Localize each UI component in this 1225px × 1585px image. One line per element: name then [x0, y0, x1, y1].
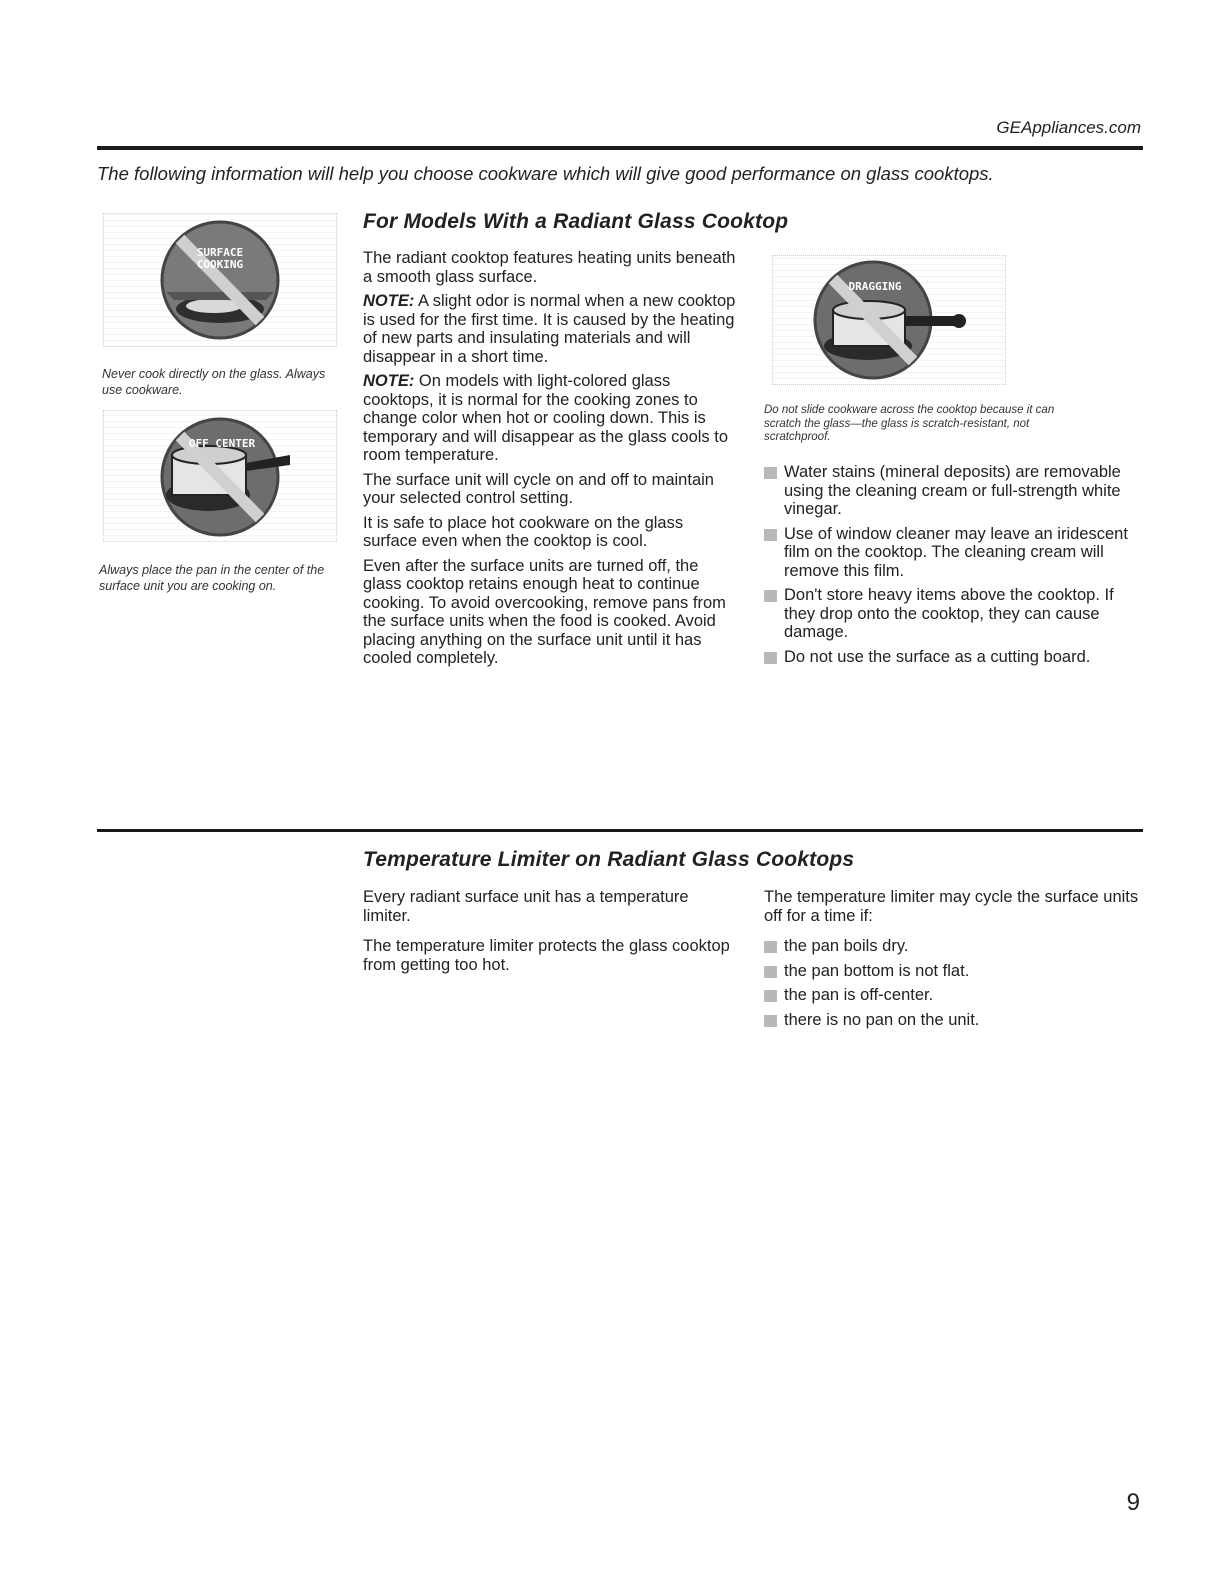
- bullet-icon: [764, 467, 777, 479]
- bullet-icon: [764, 652, 777, 664]
- bullet-icon: [764, 966, 777, 978]
- surface-cooking-graphic: [104, 214, 336, 346]
- dragging-graphic: [773, 256, 1005, 384]
- list-item: there is no pan on the unit.: [764, 1011, 1144, 1030]
- list-item: the pan bottom is not flat.: [764, 962, 1144, 981]
- surface-cooking-illustration: [103, 213, 337, 347]
- bullet-icon: [764, 1015, 777, 1027]
- dragging-illustration: [772, 255, 1006, 385]
- section1-bullet-list: [764, 463, 1144, 666]
- section2-para-1: Every radiant surface unit has a temperature limiter.: [363, 888, 689, 925]
- section1-para-4: The surface unit will cycle on and off to maintain your selected control setting.: [363, 470, 714, 507]
- off-center-illustration: [103, 410, 337, 542]
- surface-label-2: COOKING: [196, 258, 244, 271]
- section2-rule: [97, 829, 1143, 832]
- section2-left-column: [363, 888, 735, 980]
- off-center-caption: Always place the pan in the center of the surface unit you are cooking on.: [99, 563, 325, 593]
- bullet-icon: [764, 990, 777, 1002]
- section2-title: Temperature Limiter on Radiant Glass Cooktops: [363, 848, 855, 871]
- bullet-icon: [764, 590, 777, 602]
- surface-label-1: SURFACE: [196, 246, 244, 259]
- section1-title: For Models With a Radiant Glass Cooktop: [363, 210, 789, 233]
- section1-para-5: It is safe to place hot cookware on the glass surface even when the cooktop is cool.: [363, 513, 684, 550]
- bullet-icon: [764, 941, 777, 953]
- list-item: the pan boils dry.: [764, 937, 1144, 956]
- surface-caption: Never cook directly on the glass. Always use cookware.: [102, 367, 326, 397]
- section2-bullet-list: [764, 937, 1144, 1029]
- list-item: Do not use the surface as a cutting board.: [764, 648, 1144, 667]
- section2-right-column: [764, 888, 1144, 1035]
- list-item: Don't store heavy items above the cooktop. If they drop onto the cooktop, they can cause damage.: [764, 586, 1144, 642]
- section1-right-column: [764, 463, 1144, 672]
- section2-right-intro: The temperature limiter may cycle the surface units off for a time if:: [764, 888, 1139, 925]
- section1-para-1: The radiant cooktop features heating units beneath a smooth glass surface.: [363, 249, 736, 286]
- section1-para-6: Even after the surface units are turned off, the glass cooktop retains enough heat to continue cooking. To avoid overcooking, remove pans from the surface units when the food is cooked. Avoid placing anything on the surface unit until it has cooled completely.: [363, 556, 726, 667]
- site-url: GEAppliances.com: [996, 118, 1141, 137]
- header-rule: [97, 146, 1143, 150]
- off-center-graphic: [104, 411, 336, 541]
- intro-text: The following information will help you choose cookware which will give good performance on glass cooktops.: [97, 163, 994, 184]
- dragging-caption: Do not slide cookware across the cooktop because it can scratch the glass—the glass is scratch-resistant, not scratchproof.: [764, 404, 1055, 443]
- list-item: Use of window cleaner may leave an iridescent film on the cooktop. The cleaning cream will remove this film.: [764, 525, 1144, 581]
- off-center-label: OFF CENTER: [188, 437, 256, 450]
- section1-para-2: NOTE: A slight odor is normal when a new cooktop is used for the first time. It is caused by the heating of new parts and insulating materials and will disappear in a short time.: [363, 292, 736, 366]
- section2-para-2: The temperature limiter protects the glass cooktop from getting too hot.: [363, 937, 730, 974]
- dragging-label: DRAGGING: [848, 280, 902, 293]
- bullet-icon: [764, 529, 777, 541]
- list-item: Water stains (mineral deposits) are removable using the cleaning cream or full-strength white vinegar.: [764, 463, 1144, 519]
- section1-left-column: [363, 249, 741, 674]
- list-item: the pan is off-center.: [764, 986, 1144, 1005]
- section1-para-3: NOTE: On models with light-colored glass cooktops, it is normal for the cooking zones to change color when hot or cooling down. This is temporary and will disappear as the glass cools to room temperature.: [363, 372, 729, 464]
- page-number: 9: [1126, 1489, 1140, 1516]
